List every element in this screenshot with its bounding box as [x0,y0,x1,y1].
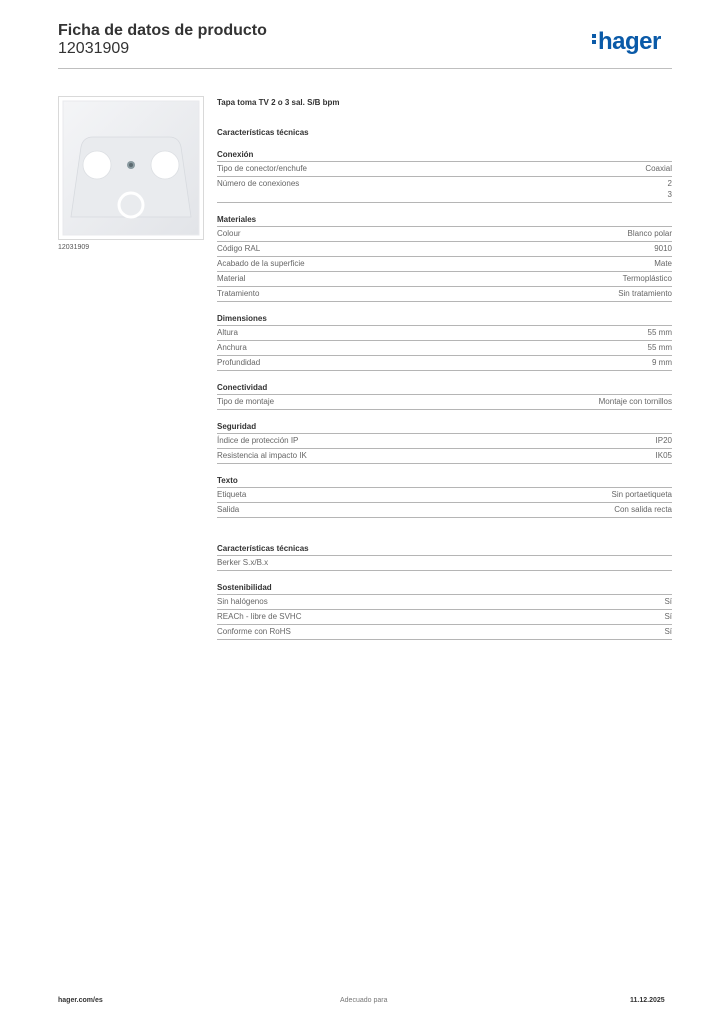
hager-logo: hager [592,28,661,56]
section-caracteristicas [217,543,672,571]
section-title: Materiales [217,215,257,224]
section-title: Características técnicas [217,544,309,553]
spec-row: Profundidad 9 mm [217,355,672,371]
footer-date: 11.12.2025 [630,997,665,1004]
section-materiales [217,214,672,302]
section-sostenibilidad [217,582,672,640]
section-title: Conectividad [217,383,268,392]
section-seguridad [217,421,672,464]
spec-row: Salida Con salida recta [217,502,672,518]
spec-row: Resistencia al impacto IK IK05 [217,448,672,464]
image-caption: 12031909 [58,244,90,251]
spec-row: Berker S.x/B.x [217,555,672,571]
section-texto [217,475,672,518]
spec-row: Anchura 55 mm [217,340,672,355]
spec-row: Sin halógenos Sí [217,594,672,609]
section-title: Texto [217,476,238,485]
spec-row [217,161,672,176]
product-image [58,96,204,240]
spec-row: Altura 55 mm [217,325,672,340]
spec-row: Tratamiento Sin tratamiento [217,286,672,302]
section-title: Conexión [217,150,254,159]
product-name: Tapa toma TV 2 o 3 sal. S/B bpm [217,98,340,107]
intro-heading: Características técnicas [217,128,309,137]
spec-row: Material Termoplástico [217,271,672,286]
spec-row: Tipo de montaje Montaje con tornillos [217,394,672,410]
product-number: 12031909 [58,40,130,57]
spec-row: REACh - libre de SVHC Sí [217,609,672,624]
spec-label: Número de conexiones [217,179,300,188]
section-dimensiones [217,313,672,371]
spec-content [217,96,672,640]
section-conexion [217,149,672,203]
footer-website-link[interactable]: hager.com/es [58,997,103,1004]
spec-row: Acabado de la superficie Mate [217,256,672,271]
logo-dots-icon [592,32,596,46]
spec-value: 2 3 [667,179,672,199]
spec-row: Código RAL 9010 [217,241,672,256]
section-title: Seguridad [217,422,257,431]
spec-row [217,176,672,203]
spec-value: Coaxial [645,164,672,173]
spec-row: Conforme con RoHS Sí [217,624,672,640]
spec-row: Colour Blanco polar [217,226,672,241]
section-conectividad [217,382,672,410]
section-title: Sostenibilidad [217,583,272,592]
header-divider [58,68,672,69]
spec-label: Tipo de conector/enchufe [217,164,307,173]
spec-row: Índice de protección IP IP20 [217,433,672,448]
footer-note: Adecuado para [340,997,388,1004]
spec-row: Etiqueta Sin portaetiqueta [217,487,672,502]
tv-socket-cover-icon [59,97,203,239]
section-title: Dimensiones [217,314,267,323]
page-title: Ficha de datos de producto [58,22,267,39]
